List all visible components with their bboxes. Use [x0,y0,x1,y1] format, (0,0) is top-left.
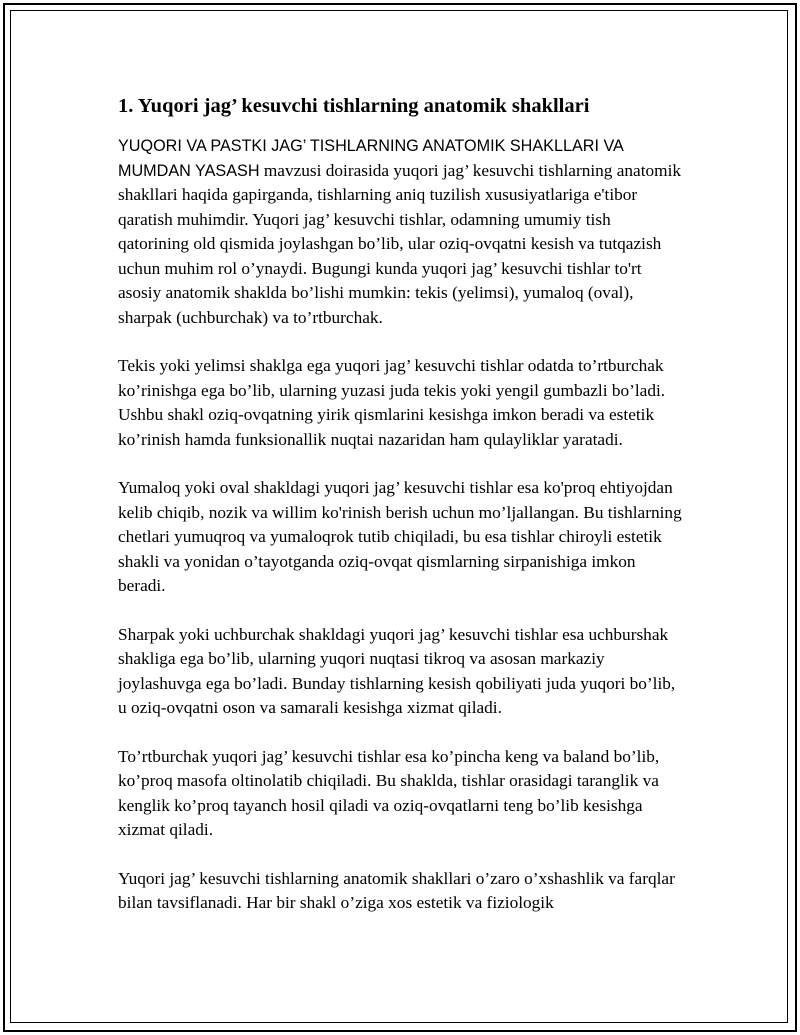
paragraph-1 [118,134,684,330]
section-heading: 1. Yuqori jag’ kesuvchi tishlarning anatomik shakllari [118,95,590,117]
document-body [118,92,684,940]
paragraph-4: Sharpak yoki uchburchak shakldagi yuqori jag’ kesuvchi tishlar esa uchburshak shakliga ega bo’lib, ularning yuqori nuqtasi tikroq va asosan markaziy joylashuvga ega bo’ladi. Bunday tishlarning kesish qobiliyati juda yuqori bo’lib, u oziq-ovqatni oson va samarali kesishga xizmat qiladi. [118,624,676,717]
paragraph-1-text: mavzusi doirasida yuqori jag’ kesuvchi tishlarning anatomik shakllari haqida gapirganda, tishlarning aniq tuzilish xususiyatlariga e'tibor qaratish muhimdir. Yuqori jag’ kesuvchi tishlar, odamning umumiy tish qatorining old qismida joylashgan bo’lib, ular oziq-ovqatni kesish va tutqazish uchun muhim rol o’ynaydi. Bugungi kunda yuqori jag’ kesuvchi tishlar to'rt asosiy anatomik shaklda bo’lishi mumkin: tekis (yelimsi), yumaloq (oval), sharpak (uchburchak) va to’rtburchak. [118,160,682,327]
paragraph-5: To’rtburchak yuqori jag’ kesuvchi tishlar esa ko’pincha keng va baland bo’lib, ko’proq masofa oltinolatib chiqiladi. Bu shaklda, tishlar orasidagi taranglik va kenglik ko’proq tayanch hosil qiladi va oziq-ovqatlarni teng bo’lib kesishga xizmat qiladi. [118,746,660,839]
paragraph-2: Tekis yoki yelimsi shaklga ega yuqori jag’ kesuvchi tishlar odatda to’rtburchak ko’rinishga ega bo’lib, ularning yuzasi juda tekis yoki yengil gumbazli bo’ladi. Ushbu shakl oziq-ovqatning yirik qismlarini kesishga imkon beradi va estetik ko’rinish hamda funksionallik nuqtai nazaridan ham qulayliklar yaratadi. [118,356,666,449]
topic-title-caps: YUQORI VA PASTKI JAG’ TISHLARNING ANATOMIK SHAKLLARI VA MUMDAN YASASH [118,137,623,180]
paragraph-6: Yuqori jag’ kesuvchi tishlarning anatomik shakllari o’zaro o’xshashlik va farqlar bilan tavsiflanadi. Har bir shakl o’ziga xos estetik va fiziologik [118,868,675,912]
paragraph-3: Yumaloq yoki oval shakldagi yuqori jag’ kesuvchi tishlar esa ko'proq ehtiyojdan kelib chiqib, nozik va willim ko'rinish berish uchun mo’ljallangan. Bu tishlarning chetlari yumuqroq va yumaloqrok tutib chiqiladi, bu esa tishlar chiroyli estetik shakli va yonidan o’tayotganda oziq-ovqat qismlarning sirpanishiga imkon beradi. [118,478,682,595]
